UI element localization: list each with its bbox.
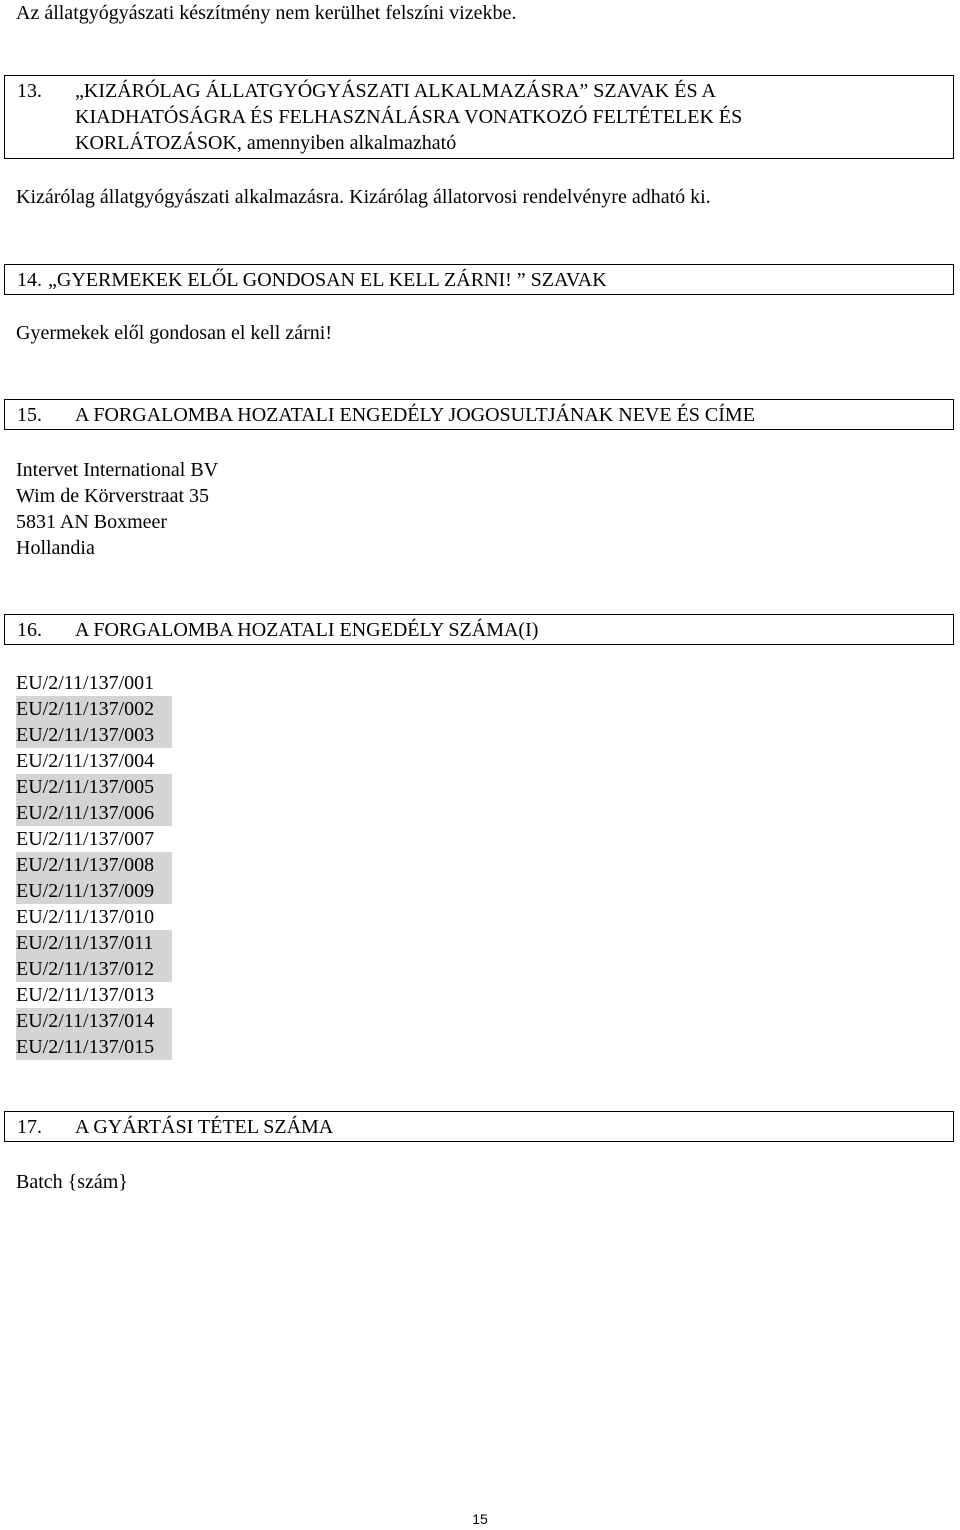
section-16-number: 16. <box>17 619 42 641</box>
section-16-header <box>4 614 954 645</box>
authorisation-number: EU/2/11/137/009 <box>16 878 172 904</box>
section-17-number: 17. <box>17 1116 42 1138</box>
section-13-title-line: „KIZÁRÓLAG ÁLLATGYÓGYÁSZATI ALKALMAZÁSRA” SZAVAK ÉS A <box>75 80 716 102</box>
holder-name: Intervet International BV <box>16 459 219 481</box>
section-14-header <box>4 264 954 295</box>
section-14-number: 14. <box>17 269 42 291</box>
authorisation-number: EU/2/11/137/006 <box>16 800 172 826</box>
section-14-title: „GYERMEKEK ELŐL GONDOSAN EL KELL ZÁRNI! ” SZAVAK <box>48 269 607 291</box>
authorisation-number: EU/2/11/137/010 <box>16 906 155 928</box>
authorisation-number: EU/2/11/137/005 <box>16 774 172 800</box>
batch-number: Batch {szám} <box>16 1171 128 1193</box>
authorisation-number: EU/2/11/137/012 <box>16 956 172 982</box>
authorisation-number-list <box>16 670 172 1060</box>
section-13-title <box>75 78 953 156</box>
section-13-body: Kizárólag állatgyógyászati alkalmazásra. Kizárólag állatorvosi rendelvényre adható ki. <box>16 186 711 208</box>
section-17-title: A GYÁRTÁSI TÉTEL SZÁMA <box>75 1116 334 1138</box>
section-15-title: A FORGALOMBA HOZATALI ENGEDÉLY JOGOSULTJÁNAK NEVE ÉS CÍME <box>75 404 755 426</box>
section-15-number: 15. <box>17 404 42 426</box>
authorisation-number: EU/2/11/137/008 <box>16 852 172 878</box>
holder-address <box>16 457 218 561</box>
holder-city: 5831 AN Boxmeer <box>16 511 168 533</box>
authorisation-number: EU/2/11/137/013 <box>16 984 155 1006</box>
section-15-header <box>4 399 954 430</box>
section-16-title: A FORGALOMBA HOZATALI ENGEDÉLY SZÁMA(I) <box>75 619 539 641</box>
authorisation-number: EU/2/11/137/004 <box>16 750 155 772</box>
section-13-number: 13. <box>17 80 42 102</box>
authorisation-number: EU/2/11/137/002 <box>16 696 172 722</box>
section-14-body: Gyermekek elől gondosan el kell zárni! <box>16 322 332 344</box>
authorisation-number: EU/2/11/137/011 <box>16 930 172 956</box>
section-13-title-line: KORLÁTOZÁSOK, amennyiben alkalmazható <box>75 132 457 154</box>
authorisation-number: EU/2/11/137/007 <box>16 828 155 850</box>
authorisation-number: EU/2/11/137/003 <box>16 722 172 748</box>
section-13-header <box>4 75 954 159</box>
page-number: 15 <box>472 1511 488 1527</box>
holder-country: Hollandia <box>16 537 95 559</box>
authorisation-number: EU/2/11/137/014 <box>16 1008 172 1034</box>
section-13-title-line: KIADHATÓSÁGRA ÉS FELHASZNÁLÁSRA VONATKOZÓ FELTÉTELEK ÉS <box>75 106 743 128</box>
intro-text: Az állatgyógyászati készítmény nem kerülhet felszíni vizekbe. <box>16 2 517 24</box>
section-17-header <box>4 1111 954 1142</box>
holder-street: Wim de Körverstraat 35 <box>16 485 210 507</box>
authorisation-number: EU/2/11/137/001 <box>16 672 155 694</box>
authorisation-number: EU/2/11/137/015 <box>16 1034 172 1060</box>
